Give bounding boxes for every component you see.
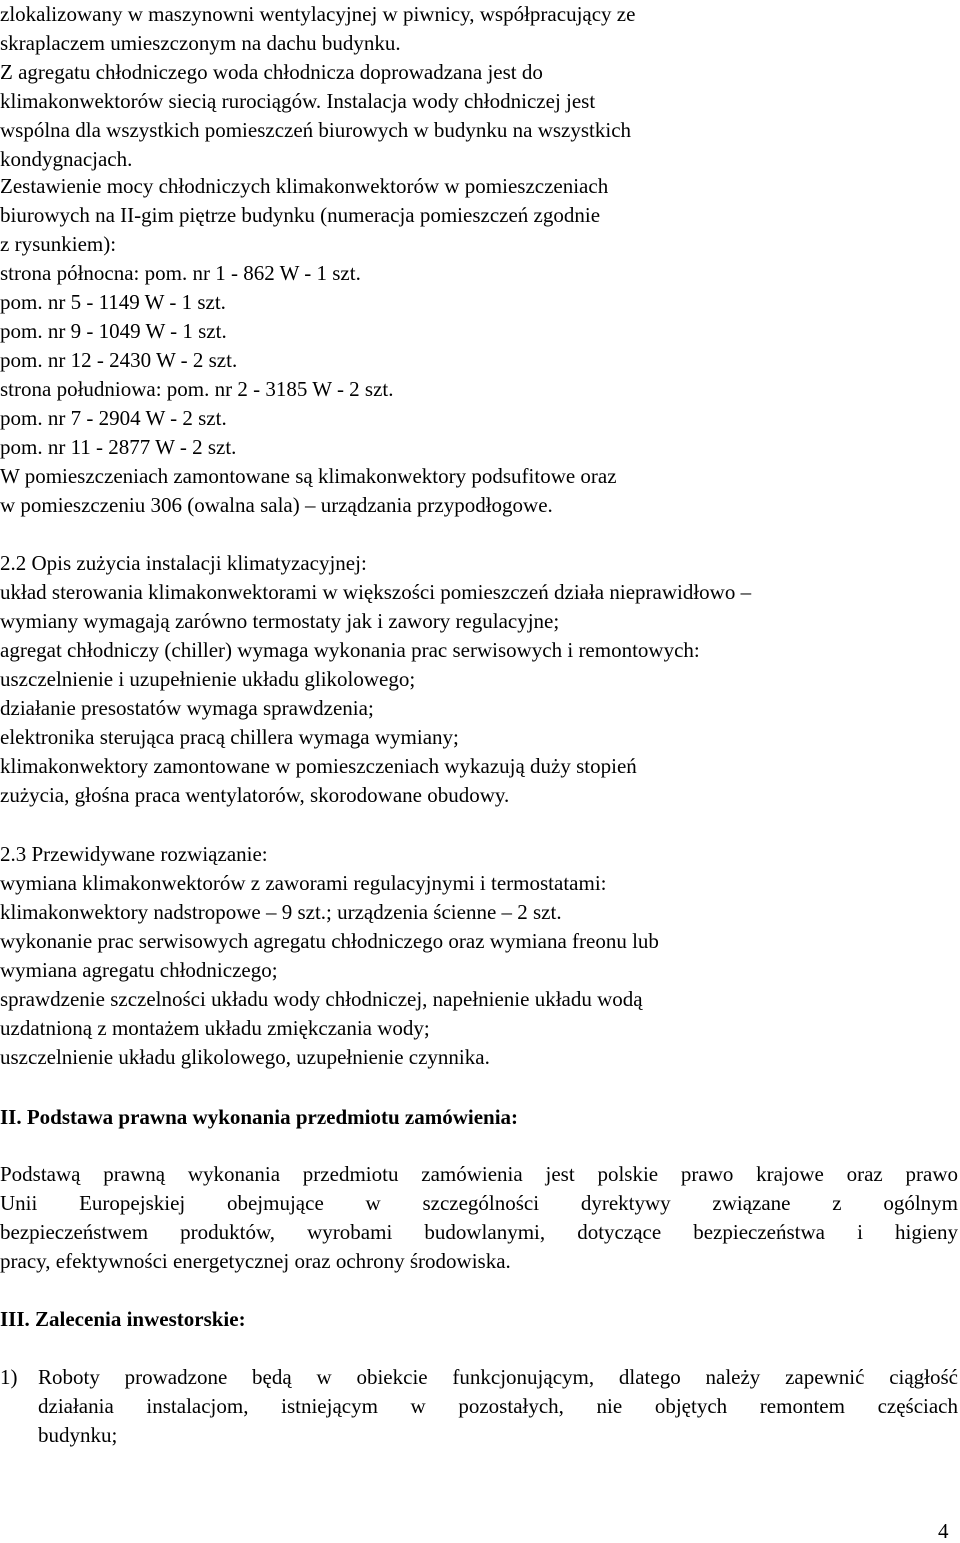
section-ii-heading: II. Podstawa prawna wykonania przedmiotu zamówienia: — [0, 1105, 519, 1129]
text-line: klimakonwektory nadstropowe – 9 szt.; urządzenia ścienne – 2 szt. — [0, 900, 562, 924]
section-heading: 2.2 Opis zużycia instalacji klimatyzacyjnej: — [0, 551, 367, 575]
room-power-line: pom. nr 5 - 1149 W - 1 szt. — [0, 290, 226, 314]
text-line: wymiana klimakonwektorów z zaworami regulacyjnymi i termostatami: — [0, 871, 607, 895]
text-line: biurowych na II-gim piętrze budynku (numeracja pomieszczeń zgodnie — [0, 203, 601, 227]
text-line: agregat chłodniczy (chiller) wymaga wykonania prac serwisowych i remontowych: — [0, 638, 700, 662]
text-line: działania instalacjom, istniejącym w pozostałych, nie objętych remontem częściach — [38, 1394, 958, 1418]
text-line: układ sterowania klimakonwektorami w większości pomieszczeń działa nieprawidłowo – — [0, 580, 752, 604]
text-line: Unii Europejskiej obejmujące w szczególności dyrektywy związane z ogólnym — [0, 1191, 958, 1215]
text-line: zlokalizowany w maszynowni wentylacyjnej w piwnicy, współpracujący ze — [0, 2, 636, 26]
room-power-line: pom. nr 11 - 2877 W - 2 szt. — [0, 435, 237, 459]
page-number: 4 — [938, 1519, 949, 1543]
list-item-number: 1) — [0, 1365, 18, 1389]
text-line: klimakonwektorów siecią rurociągów. Instalacja wody chłodniczej jest — [0, 89, 596, 113]
room-power-line: pom. nr 12 - 2430 W - 2 szt. — [0, 348, 238, 372]
text-line: Zestawienie mocy chłodniczych klimakonwektorów w pomieszczeniach — [0, 174, 609, 198]
text-line: wymiany wymagają zarówno termostaty jak i zawory regulacyjne; — [0, 609, 560, 633]
text-line: W pomieszczeniach zamontowane są klimakonwektory podsufitowe oraz — [0, 464, 617, 488]
text-line: w pomieszczeniu 306 (owalna sala) – urządzania przypodłogowe. — [0, 493, 553, 517]
text-line: działanie presostatów wymaga sprawdzenia; — [0, 696, 374, 720]
text-line: sprawdzenie szczelności układu wody chłodniczej, napełnienie układu wodą — [0, 987, 643, 1011]
text-line: kondygnacjach. — [0, 147, 133, 171]
text-line: bezpieczeństwem produktów, wyrobami budowlanymi, dotyczące bezpieczeństwa i higieny — [0, 1220, 958, 1244]
text-line: zużycia, głośna praca wentylatorów, skorodowane obudowy. — [0, 783, 510, 807]
room-power-line: pom. nr 9 - 1049 W - 1 szt. — [0, 319, 227, 343]
room-power-line: strona północna: pom. nr 1 - 862 W - 1 szt. — [0, 261, 361, 285]
text-line: z rysunkiem): — [0, 232, 117, 256]
text-line: uszczelnienie układu glikolowego, uzupełnienie czynnika. — [0, 1045, 490, 1069]
text-line: Roboty prowadzone będą w obiekcie funkcjonującym, dlatego należy zapewnić ciągłość — [38, 1365, 958, 1389]
text-line: wymiana agregatu chłodniczego; — [0, 958, 278, 982]
text-line: Podstawą prawną wykonania przedmiotu zamówienia jest polskie prawo krajowe oraz prawo — [0, 1162, 958, 1186]
text-line: elektronika sterująca pracą chillera wymaga wymiany; — [0, 725, 459, 749]
text-line: uzdatnioną z montażem układu zmiękczania wody; — [0, 1016, 430, 1040]
text-line: wspólna dla wszystkich pomieszczeń biurowych w budynku na wszystkich — [0, 118, 632, 142]
text-line: budynku; — [38, 1423, 118, 1447]
section-heading: 2.3 Przewidywane rozwiązanie: — [0, 842, 268, 866]
room-power-line: strona południowa: pom. nr 2 - 3185 W - 2 szt. — [0, 377, 394, 401]
text-line: Z agregatu chłodniczego woda chłodnicza doprowadzana jest do — [0, 60, 543, 84]
text-line: pracy, efektywności energetycznej oraz ochrony środowiska. — [0, 1249, 511, 1273]
text-line: wykonanie prac serwisowych agregatu chłodniczego oraz wymiana freonu lub — [0, 929, 659, 953]
text-line: skraplaczem umieszczonym na dachu budynku. — [0, 31, 401, 55]
section-iii-heading: III. Zalecenia inwestorskie: — [0, 1307, 246, 1331]
text-line: klimakonwektory zamontowane w pomieszczeniach wykazują duży stopień — [0, 754, 637, 778]
room-power-line: pom. nr 7 - 2904 W - 2 szt. — [0, 406, 227, 430]
text-line: uszczelnienie i uzupełnienie układu glikolowego; — [0, 667, 416, 691]
